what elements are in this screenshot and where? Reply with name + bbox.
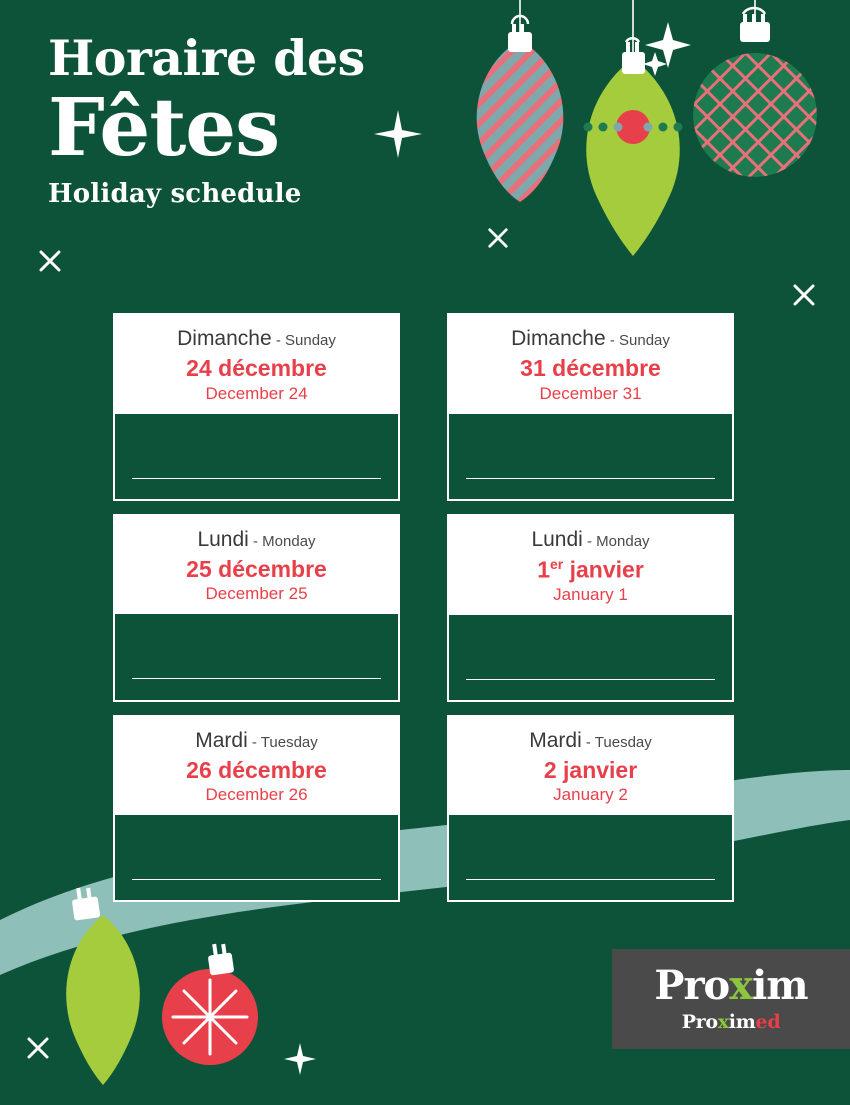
- schedule-card[interactable]: [447, 313, 734, 501]
- date-en: January 1: [553, 584, 628, 604]
- date-fr: 31 décembre: [520, 355, 661, 382]
- day-separator: -: [271, 332, 285, 349]
- title-line-1: Horaire des: [48, 29, 365, 87]
- write-line: [466, 879, 715, 880]
- day-line: [125, 327, 388, 350]
- date-fr: 24 décembre: [186, 355, 327, 382]
- logo-sub-mid: im: [728, 1010, 756, 1033]
- card-header: [449, 516, 732, 615]
- day-name-en: Tuesday: [260, 733, 318, 751]
- logo-text-before: Pro: [654, 961, 730, 1009]
- write-line: [466, 478, 715, 479]
- card-write-area[interactable]: [449, 815, 732, 900]
- day-name-fr: Mardi: [195, 728, 248, 752]
- date-fr-number: 1: [537, 556, 550, 583]
- logo-sub-x-mark: x: [717, 1010, 729, 1033]
- card-write-area[interactable]: [115, 815, 398, 900]
- card-header: [115, 717, 398, 816]
- card-header: [115, 315, 398, 414]
- date-fr-month: janvier: [563, 556, 644, 583]
- day-name-en: Monday: [262, 532, 316, 550]
- schedule-grid: [113, 313, 738, 915]
- day-name-en: Monday: [596, 532, 650, 550]
- day-separator: -: [605, 332, 619, 349]
- day-name-en: Sunday: [619, 332, 670, 349]
- day-name-fr: Lundi: [531, 527, 583, 551]
- day-line: [125, 528, 388, 551]
- day-line: [125, 729, 388, 752]
- day-line: [459, 528, 722, 551]
- sparkle-x-icon-2: [487, 227, 509, 254]
- card-header: [115, 516, 398, 615]
- card-write-area[interactable]: [449, 414, 732, 499]
- day-separator: -: [247, 733, 261, 751]
- day-separator: -: [582, 532, 597, 550]
- schedule-row-1: [113, 313, 738, 501]
- card-write-area[interactable]: [115, 414, 398, 499]
- day-name-fr: Dimanche: [177, 327, 272, 350]
- date-fr-ordinal: er: [550, 555, 564, 572]
- schedule-card[interactable]: [447, 514, 734, 702]
- logo-sub-ed: ed: [755, 1010, 781, 1033]
- page-title: [48, 29, 365, 209]
- schedule-card[interactable]: [113, 313, 400, 501]
- logo-subbrand: [682, 1011, 781, 1033]
- card-header: [449, 717, 732, 816]
- card-header: [449, 315, 732, 414]
- logo-text-after: im: [752, 961, 808, 1009]
- date-en: December 26: [205, 785, 308, 805]
- schedule-card[interactable]: [113, 514, 400, 702]
- sparkle-x-icon-4: [26, 1036, 50, 1065]
- write-line: [132, 678, 381, 679]
- date-en: January 2: [553, 785, 628, 805]
- day-name-en: Sunday: [285, 332, 336, 349]
- sparkle-x-icon-3: [792, 283, 816, 312]
- day-separator: -: [248, 532, 263, 550]
- schedule-card[interactable]: [113, 715, 400, 903]
- day-name-fr: Mardi: [529, 728, 582, 752]
- day-line: [459, 327, 722, 350]
- ornaments-top-decoration: [440, 0, 850, 300]
- date-fr: [459, 556, 722, 583]
- schedule-row-3: [113, 715, 738, 903]
- schedule-row-2: [113, 514, 738, 702]
- date-fr: 26 décembre: [186, 756, 327, 783]
- sparkle-x-icon-1: [38, 249, 62, 278]
- write-line: [466, 679, 715, 680]
- day-name-fr: Dimanche: [511, 327, 606, 350]
- date-fr: 2 janvier: [543, 756, 638, 783]
- date-en: December 25: [205, 584, 308, 604]
- title-line-2: Fêtes: [48, 80, 280, 174]
- date-en: December 24: [205, 383, 308, 403]
- write-line: [132, 478, 381, 479]
- date-en: December 31: [539, 383, 642, 403]
- card-write-area[interactable]: [115, 614, 398, 699]
- day-line: [459, 729, 722, 752]
- page-subtitle: Holiday schedule: [48, 179, 302, 209]
- sparkle-star-icon: [372, 108, 424, 165]
- day-name-en: Tuesday: [594, 733, 652, 751]
- card-write-area[interactable]: [449, 615, 732, 700]
- write-line: [132, 879, 381, 880]
- logo-wordmark: [654, 961, 808, 1009]
- logo-sub-before: Pro: [681, 1010, 718, 1033]
- logo-x-mark: x: [729, 961, 753, 1009]
- brand-logo: [612, 949, 850, 1049]
- schedule-card[interactable]: [447, 715, 734, 903]
- date-fr: 25 décembre: [186, 555, 327, 582]
- day-name-fr: Lundi: [197, 527, 249, 551]
- sparkle-star-icon-small: [283, 1042, 317, 1081]
- day-separator: -: [581, 733, 595, 751]
